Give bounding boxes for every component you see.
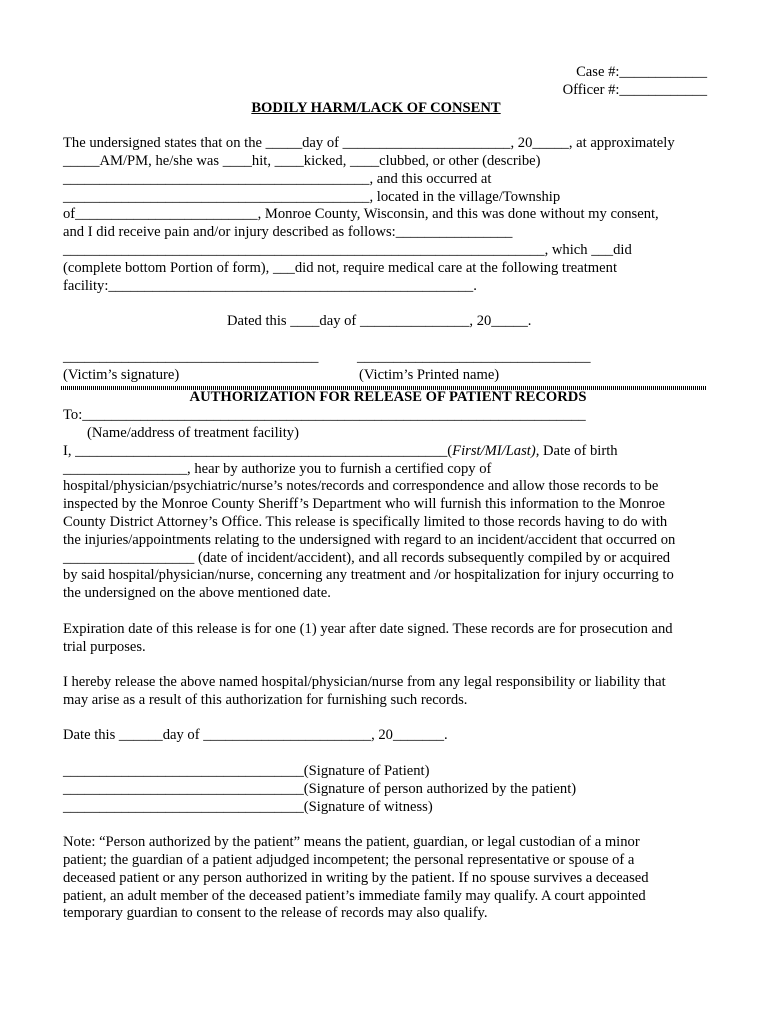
name-line-italic: First/MI/Last) (452, 442, 536, 459)
signature-block (63, 763, 713, 816)
victim-name-line: ________________________________ (357, 348, 591, 365)
consent-line: of_________________________, Monroe County, Wisconsin, and this was done without my consent, (63, 206, 659, 223)
note-line: deceased patient or any person authorized in writing by the patient. If no spouse survives a deceased (63, 869, 649, 886)
name-line (63, 443, 713, 461)
victim-signature-line: ___________________________________ (63, 348, 319, 365)
form-page (63, 64, 713, 923)
dated-line: Dated this ____day of _______________, 20_____. (227, 313, 532, 330)
note-line: Note: “Person authorized by the patient” means the patient, guardian, or legal custodian of a minor (63, 834, 640, 851)
signature-line: _________________________________(Signature of person authorized by the patient) (63, 780, 577, 797)
case-number: Case #:____________ (576, 64, 707, 80)
name-line-end: , Date of birth (535, 442, 618, 459)
note-paragraph (63, 834, 713, 923)
release-line: I hereby release the above named hospital/physician/nurse from any legal responsibility or liability that (63, 674, 666, 691)
consent-line: __________________________________________________________________, which ___did (63, 241, 632, 258)
body-line: County District Attorney’s Office. This release is specifically limited to those records having to do with (63, 513, 668, 530)
note-line: patient; the guardian of a patient adjudged incompetent; the personal representative or spouse of a (63, 852, 635, 869)
signature-line: _________________________________(Signature of witness) (63, 798, 433, 815)
body-line: inspected by the Monroe County Sheriff’s Department who will furnish this information to the Monroe (63, 496, 666, 513)
body-line: __________________ (date of incident/accident), and all records subsequently compiled by or acquired (63, 549, 671, 566)
consent-line: The undersigned states that on the _____day of _______________________, 20_____, at approximately (63, 135, 675, 152)
note-line: patient, an adult member of the deceased patient’s immediate family may qualify. A court appointed (63, 887, 646, 904)
release-line: may arise as a result of this authorization for furnishing such records. (63, 691, 468, 708)
consent-line: __________________________________________, located in the village/Township (63, 188, 561, 205)
authorization-body (63, 461, 713, 603)
expiration-line: Expiration date of this release is for one (1) year after date signed. These records are for prosecution and (63, 620, 673, 637)
consent-statement (63, 135, 713, 295)
note-line: temporary guardian to consent to the release of records may also qualify. (63, 905, 488, 922)
facility-label: (Name/address of treatment facility) (87, 424, 299, 441)
officer-number: Officer #:____________ (562, 81, 707, 98)
consent-line: (complete bottom Portion of form), ___did not, require medical care at the following treatment (63, 259, 617, 276)
body-line: by said hospital/physician/nurse, concerning any treatment and /or hospitalization for injury occurring to (63, 567, 674, 584)
consent-line: and I did receive pain and/or injury described as follows:________________ (63, 224, 513, 241)
body-line: the injuries/appointments relating to the undersigned with regard to an incident/accident that occurred on (63, 531, 676, 548)
expiration-line: trial purposes. (63, 638, 146, 655)
release-paragraph (63, 674, 713, 710)
body-line: hospital/physician/psychiatric/nurse’s notes/records and correspondence and allow those records to be (63, 478, 659, 495)
victim-name-label: (Victim’s Printed name) (359, 366, 500, 383)
signature-line: _________________________________(Signature of Patient) (63, 763, 430, 780)
consent-line: _____AM/PM, he/she was ____hit, ____kicked, ____clubbed, or other (describe) (63, 152, 541, 169)
victim-signature-labels (63, 367, 713, 385)
victim-signature-lines (63, 349, 713, 367)
victim-signature-label: (Victim’s signature) (63, 366, 180, 383)
consent-line: facility:__________________________________________________. (63, 277, 477, 294)
body-line: the undersigned on the above mentioned date. (63, 585, 331, 602)
to-line: To:_____________________________________________________________________ (63, 407, 586, 424)
consent-line: __________________________________________, and this occurred at (63, 170, 492, 187)
form-title: BODILY HARM/LACK OF CONSENT (251, 99, 501, 116)
expiration-paragraph (63, 621, 713, 657)
body-line: _________________, hear by authorize you to furnish a certified copy of (63, 460, 492, 477)
name-line-start: I, ___________________________________________________( (63, 442, 453, 459)
date-line: Date this ______day of _______________________, 20_______. (63, 727, 448, 744)
authorization-title: AUTHORIZATION FOR RELEASE OF PATIENT RECORDS (189, 389, 587, 406)
